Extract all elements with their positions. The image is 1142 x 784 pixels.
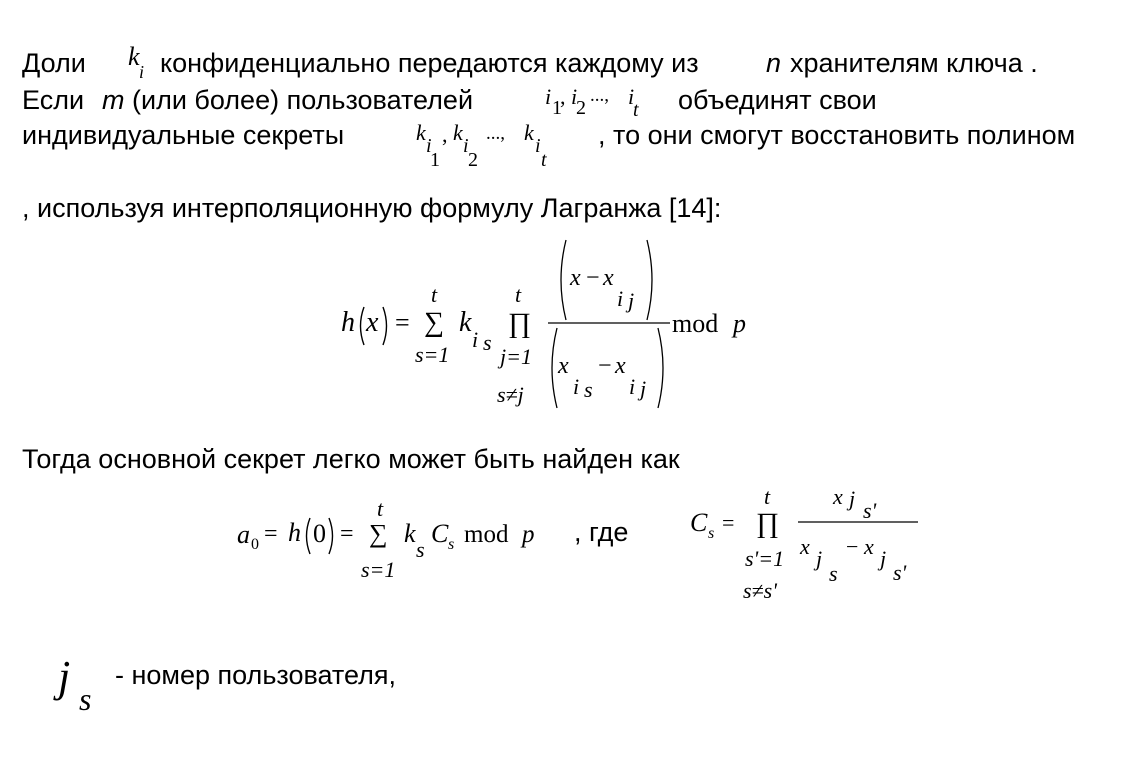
- math-k: k: [524, 120, 534, 145]
- num-minus: −: [586, 265, 600, 291]
- math-equals: =: [722, 510, 735, 535]
- math-sub-t: t: [633, 99, 639, 121]
- den-sub-s: s: [584, 377, 593, 402]
- cnum-sub-j: j: [849, 486, 856, 511]
- den-x2: x: [615, 353, 626, 379]
- math-sub-2: 2: [576, 97, 586, 119]
- text-esli: Если: [22, 85, 85, 115]
- text-doli: Доли: [22, 48, 86, 78]
- num-sub-i: i: [617, 286, 624, 311]
- cden-sub-s: s: [829, 561, 838, 586]
- math-equals: =: [264, 521, 278, 547]
- math-C: C: [431, 519, 449, 548]
- math-mod: mod: [672, 309, 719, 338]
- math-sub-i: i: [472, 327, 479, 352]
- math-p: p: [522, 521, 535, 548]
- math-sub-2: 2: [468, 149, 478, 171]
- num-x: x: [570, 265, 581, 291]
- math-sub-i: i: [463, 135, 469, 157]
- paren-num-left: [556, 238, 568, 322]
- math-i: i: [628, 84, 635, 109]
- math-a: a: [237, 520, 250, 549]
- math-sub-1: 1: [552, 97, 562, 119]
- paren-num-right: [645, 238, 657, 322]
- den-sub-i2: i: [629, 374, 636, 399]
- math-equals: =: [395, 308, 410, 337]
- text-line3-start: индивидуальные секреты: [22, 120, 345, 150]
- math-p: p: [733, 309, 746, 338]
- math-j-large: j: [58, 652, 71, 701]
- math-i: i: [545, 84, 552, 109]
- paren-x-left: [356, 305, 366, 347]
- sum-icon: ∑: [424, 307, 444, 338]
- num-x2: x: [603, 265, 614, 291]
- sum-upper-t: t: [431, 282, 438, 307]
- text-line5: Тогда основной секрет легко может быть найден как: [22, 444, 680, 474]
- math-i: i: [571, 84, 578, 109]
- sum-icon: ∑: [369, 519, 388, 548]
- sum2-upper-t: t: [377, 496, 384, 521]
- den-sub-i: i: [573, 374, 580, 399]
- math-sub-i: i: [535, 135, 541, 157]
- math-equals-2: =: [340, 521, 354, 547]
- paren-zero-right: [327, 516, 337, 556]
- math-sub-s: s: [483, 330, 492, 355]
- prod-lower-j-eq-1: j=1: [500, 344, 532, 369]
- prod2-lower-s-neq-sp: s≠s': [743, 578, 777, 603]
- paren-x-right: [381, 305, 391, 347]
- sum-lower-s-eq-1: s=1: [415, 342, 450, 367]
- math-mod: mod: [464, 521, 509, 548]
- text-line1-tail: хранителям ключа .: [790, 48, 1038, 78]
- text-user-number: - номер пользователя,: [115, 660, 396, 690]
- math-sub-s-large: s: [79, 681, 92, 717]
- cnum-x: x: [833, 484, 843, 509]
- math-sub-s: s: [416, 537, 425, 562]
- math-sub-t: t: [541, 149, 547, 171]
- product-icon: ∏: [756, 508, 780, 539]
- num-sub-j: j: [628, 288, 635, 313]
- math-zero: 0: [313, 519, 326, 548]
- text-line2-mid: (или более) пользователей: [132, 85, 474, 115]
- text-line1-mid: конфиденциально передаются каждому из: [160, 48, 699, 78]
- prod2-lower-sp-eq-1: s'=1: [745, 546, 785, 571]
- math-sub-s-small: s: [448, 536, 455, 553]
- math-k: k: [404, 519, 416, 548]
- sum2-lower-s-eq-1: s=1: [361, 557, 396, 582]
- math-x: x: [366, 307, 379, 338]
- den-minus: −: [598, 353, 612, 379]
- math-k: k: [416, 120, 426, 145]
- math-comma: ,: [442, 122, 448, 147]
- math-sub-i: i: [139, 62, 145, 82]
- math-h: h: [288, 518, 301, 547]
- fraction-bar: [548, 322, 670, 324]
- product-icon: ∏: [508, 308, 532, 339]
- text-line4: , используя интерполяционную формулу Лагранжа [14]:: [22, 193, 722, 223]
- text-var-n: n: [766, 48, 782, 78]
- prod-upper-t: t: [515, 282, 522, 307]
- math-k: k: [453, 120, 463, 145]
- text-where: , где: [574, 517, 629, 547]
- den-sub-j: j: [640, 376, 647, 401]
- cnum-sub-sp: s': [863, 498, 877, 523]
- text-var-m: m: [102, 85, 125, 115]
- cden-sub-j2: j: [880, 546, 887, 571]
- cden-x: x: [800, 534, 810, 559]
- paren-den-right: [656, 326, 668, 410]
- cden-sub-sp: s': [893, 560, 907, 585]
- math-sub-0: 0: [251, 536, 259, 553]
- math-ellipsis: ...,: [486, 123, 505, 144]
- math-sub-1: 1: [430, 149, 440, 171]
- cden-minus: −: [846, 534, 859, 559]
- math-comma: ,: [560, 84, 566, 109]
- math-h: h: [341, 307, 355, 338]
- math-ellipsis: ...,: [590, 85, 609, 106]
- prod-lower-s-neq-j: s≠j: [497, 382, 524, 407]
- math-k: k: [128, 42, 140, 71]
- text-line2-end: объединят свои: [678, 85, 877, 115]
- den-x: x: [558, 353, 569, 379]
- math-C: C: [690, 508, 708, 537]
- cden-x2: x: [864, 534, 874, 559]
- cden-sub-j: j: [816, 546, 823, 571]
- math-sub-i: i: [426, 135, 432, 157]
- math-sub-s-small: s: [708, 525, 715, 542]
- math-k: k: [459, 307, 472, 338]
- c-fraction-bar: [798, 521, 918, 523]
- prod2-upper-t: t: [764, 484, 771, 509]
- text-line3-end: , то они смогут восстановить полином: [598, 120, 1076, 150]
- paren-zero-left: [302, 516, 312, 556]
